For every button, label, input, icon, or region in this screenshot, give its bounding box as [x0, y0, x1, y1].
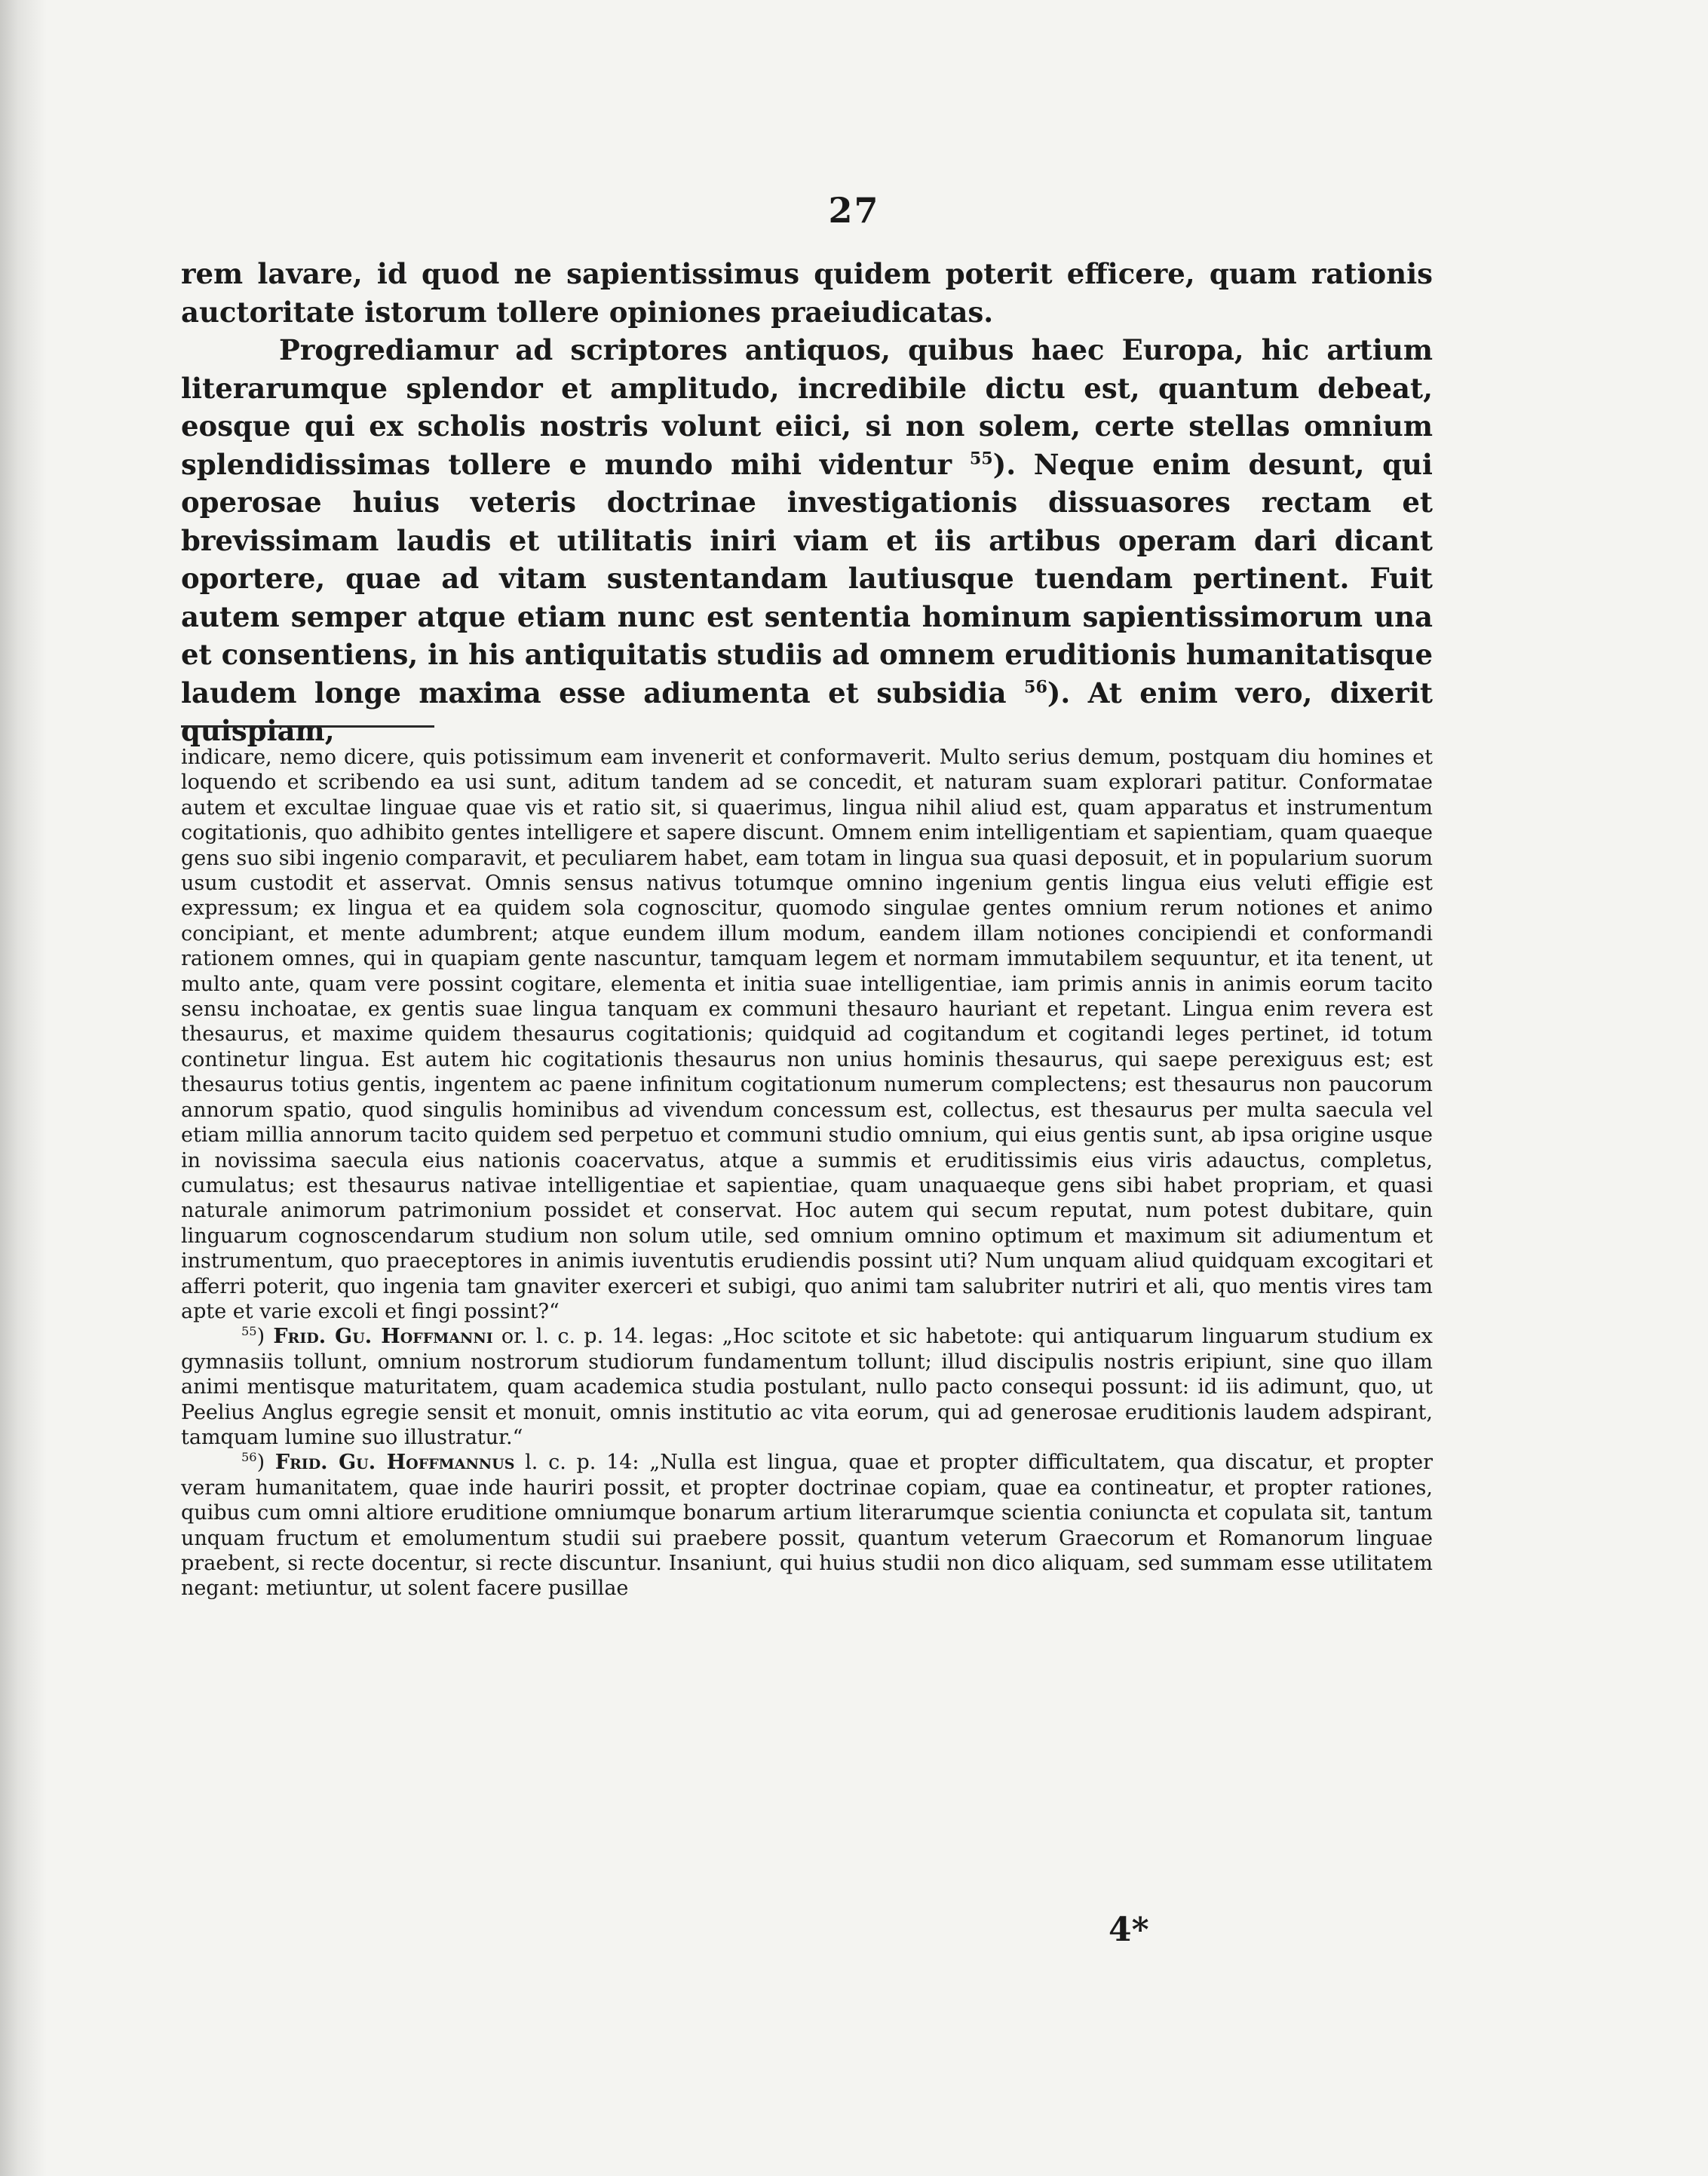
page-number: 27 — [828, 190, 880, 231]
footnote-56-text: l. c. p. 14: „Nulla est lingua, quae et propter difficultatem, qua discatur, et propter veram humanitatem, quae inde hauriri possit, et propter doctrinae copiam, quae ea contineatur, et propter rationes, quibus cum omni altiore eruditione omniumque bonarum artium literarumque scientia coniuncta et copulata sit, tantum unquam fructum et emolumentum studii sui praebere possit, quantum veterum Graecorum et Romanorum linguae praebent, si recte docentur, si recte discuntur. Insaniunt, qui huius studii non dico aliquam, sed summam esse utilitatem negant: metiuntur, ut solent facere pusillae — [181, 1451, 1433, 1601]
book-gutter-shadow — [0, 0, 47, 2176]
footnote-ref-55: 55 — [969, 449, 993, 469]
footnote-56-author: Frid. Gu. Hoffmannus — [274, 1451, 515, 1475]
footnote-56: $^{56}$) Frid. Gu. Hoffmannus l. c. p. 14: „Nulla est lingua, quae et propter difficultatem, qua discatur, et propter veram humanitatem, quae inde hauriri possit, et propter doctrinae copiam, quae ea contineatur, et propter rationes, quibus cum omni altiore eruditione omniumque bonarum artium literarumque scientia coniuncta et copulata sit, tantum unquam fructum et emolumentum studii sui praebere possit, quantum veterum Graecorum et Romanorum linguae praebent, si recte docentur, si recte discuntur. Insaniunt, qui huius studii non dico aliquam, sed summam esse utilitatem negant: metiuntur, ut solent facere pusillae — [181, 1450, 1433, 1601]
footnote-separator-rule — [181, 725, 434, 728]
paragraph-2-text-c: ). At enim vero, dixerit quispiam, — [181, 676, 1433, 747]
footnote-ref-56: 56 — [1024, 677, 1047, 697]
paragraph-2-text-b: ). Neque enim desunt, qui operosae huius veteris doctrinae investigationis dissuasores rectam et brevissimam laudis et utilitatis iniri viam et iis artibus operam dari dicant oportere, quae ad vitam sustentandam lautiusque tuendam pertinent. Fuit autem semper atque etiam nunc est sententia hominum sapientissimorum una et consentiens, in his antiquitatis studiis ad omnem eruditionis humanitatisque laudem longe maxima esse adiumenta et subsidia — [181, 447, 1433, 709]
footnote-55-mark: 55 — [241, 1324, 257, 1339]
main-paragraph-2 — [181, 331, 1433, 750]
footnote-56-mark: 56 — [241, 1450, 257, 1465]
main-text — [181, 255, 1433, 750]
footnotes — [181, 745, 1433, 1601]
footnote-continuation: indicare, nemo dicere, quis potissimum eam invenerit et conformaverit. Multo serius demum, postquam diu homines et loquendo et scribendo ea usi sunt, aditum tandem ad se concedit, et naturam suam explorari patitur. Conformatae autem et excultae linguae quae vis et ratio sit, si quaerimus, lingua nihil aliud est, quam apparatus et instrumentum cogitationis, quo adhibito gentes intelligere et sapere discunt. Omnem enim intelligentiam et sapientiam, quam quaeque gens suo sibi ingenio comparavit, et peculiarem habet, eam totam in lingua sua quasi deposuit, et in popularium suorum usum custodit et asservat. Omnis sensus nativus totumque omnino ingenium gentis lingua eius veluti effigie est expressum; ex lingua et ea quidem sola cognoscitur, quomodo singulae gentes omnium rerum notiones et animo concipiant, et mente adumbrent; atque eundem illum modum, eandem illam notiones concipiendi et conformandi rationem omnes, qui in quapiam gente nascuntur, tamquam legem et normam immutabilem sequuntur, et ita tenent, ut multo ante, quam vere possint cogitare, elementa et initia suae intelligentiae, iam primis annis in animis eorum tacito sensu inchoatae, ex gentis suae lingua tanquam ex communi thesauro hauriant et repetant. Lingua enim revera est thesaurus, et maxime quidem thesaurus cogitationis; quidquid ad cogitandum et cogitandi leges pertinet, id totum continetur lingua. Est autem hic cogitationis thesaurus non unius hominis thesaurus, qui saepe perexiguus est; est thesaurus totius gentis, ingentem ac paene infinitum cogitationum numerum complectens; est thesaurus non paucorum annorum spatio, quod singulis hominibus ad vivendum concessum est, collectus, est thesaurus per multa saecula vel etiam millia annorum tacito quidem sed perpetuo et communi studio omnium, qui eius gentis sunt, ab ipsa origine usque in novissima saecula eius nationis coacervatus, atque a summis et eruditissimis eius viris adauctus, completus, cumulatus; est thesaurus nativae intelligentiae et sapientiae, quam unaquaeque gens sibi habet propriam, et quasi naturale animorum patrimonium possidet et conservat. Hoc autem qui secum reputat, num potest dubitare, quin linguarum cognoscendarum studium non solum utile, sed omnium omnino optimum et maximum sit adiumentum et instrumentum, quo praeceptores in animis iuventutis erudiendis possint uti? Num unquam aliud quidquam excogitari et afferri poterit, quo ingenia tam gnaviter exerceri et subigi, quo animi tam salubriter nutriri et ali, quo mentis vires tam apte et varie excoli et fingi possint?“ — [181, 746, 1433, 1323]
paragraph-2-text-a: Progrediamur ad scriptores antiquos, quibus haec Europa, hic artium literarumque splendor et amplitudo, incredibile dictu est, quantum debeat, eosque qui ex scholis nostris volunt eiici, si non solem, certe stellas omnium splendidissimas tollere e mundo mihi videntur — [181, 333, 1433, 481]
footnote-55-text: or. l. c. p. 14. legas: „Hoc scitote et sic habetote: qui antiquarum linguarum studium ex gymnasiis tollunt, omnium nostrorum studiorum fundamentum tollunt; illud discipulis nostris eripiunt, sine quo illam animi mentisque maturitatem, quam academica studia postulant, nullo pacto consequi possunt: id iis adimunt, quo, ut Peelius Anglus egregie sensit et monuit, omnis institutio ac vita eorum, qui ad generosae eruditionis laudem adspirant, tamquam lumine suo illustratur.“ — [181, 1325, 1433, 1449]
footnote-55: $^{55}$) Frid. Gu. Hoffmanni or. l. c. p. 14. legas: „Hoc scitote et sic habetote: qui antiquarum linguarum studium ex gymnasiis tollunt, omnium nostrorum studiorum fundamentum tollunt; illud discipulis nostris eripiunt, sine quo illam animi mentisque maturitatem, quam academica studia postulant, nullo pacto consequi possunt: id iis adimunt, quo, ut Peelius Anglus egregie sensit et monuit, omnis institutio ac vita eorum, qui ad generosae eruditionis laudem adspirant, tamquam lumine suo illustratur.“ — [181, 1324, 1433, 1449]
footnote-55-author: Frid. Gu. Hoffmanni — [273, 1325, 493, 1349]
signature-mark: 4* — [1109, 1911, 1149, 1949]
main-paragraph-1: rem lavare, id quod ne sapientissimus quidem poterit efficere, quam rationis auctoritate istorum tollere opiniones praeiudicatas. — [181, 257, 1433, 329]
